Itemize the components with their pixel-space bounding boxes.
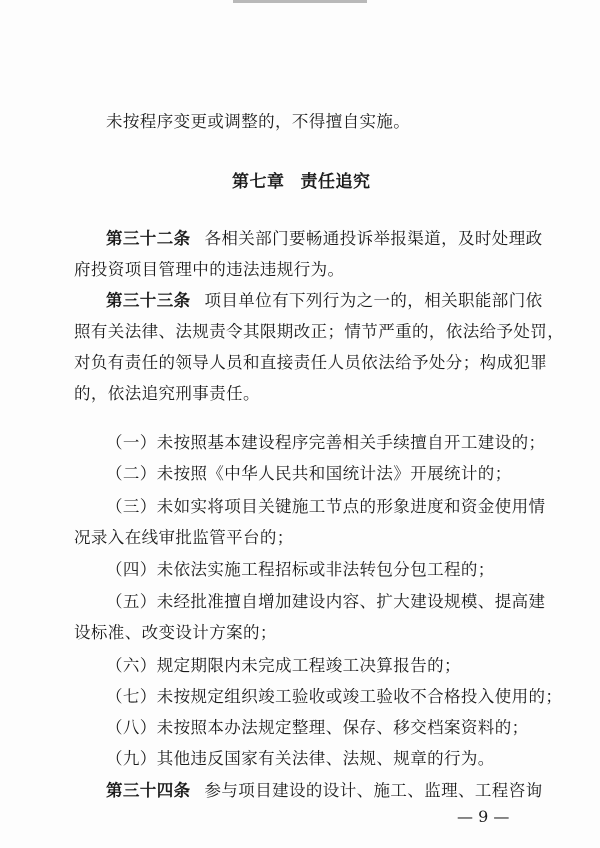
list-item: （四）未依法实施工程招标或非法转包分包工程的； [106,560,495,579]
list-item-continuation: 设标准、改变设计方案的； [74,623,277,642]
page-number: — 9 — [457,807,510,826]
article-33 [106,291,543,311]
text-line: 未按程序变更或调整的，不得擅自实施。 [106,112,411,131]
list-item: （五）未经批准擅自增加建设内容、扩大建设规模、提高建 [106,592,546,611]
chapter-title: 责任追究 [300,172,371,192]
list-item: （七）未按规定组织竣工验收或竣工验收不合格投入使用的； [106,687,563,706]
list-item: （八）未按照本办法规定整理、保存、移交档案资料的； [106,718,529,737]
article-text: 参与项目建设的设计、施工、监理、工程咨询 [204,781,543,800]
article-label: 第三十三条 [106,291,191,310]
text-line: 对负有责任的领导人员和直接责任人员依法给予处分；构成犯罪 [74,353,548,372]
chapter-number: 第七章 [232,172,285,192]
article-label: 第三十四条 [106,781,191,800]
article-34 [106,781,543,801]
list-item: （九）其他违反国家有关法律、法规、规章的行为。 [106,749,495,768]
list-item-continuation: 况录入在线审批监管平台的； [74,528,294,547]
text-line: 的，依法追究刑事责任。 [74,384,260,403]
text-line: 府投资项目管理中的违法违规行为。 [74,260,345,279]
scan-edge-mark [233,0,367,3]
list-item: （一）未按照基本建设程序完善相关手续擅自开工建设的； [106,433,546,452]
article-text: 项目单位有下列行为之一的，相关职能部门依 [204,291,543,310]
article-text: 各相关部门要畅通投诉举报渠道，及时处理政 [204,229,543,248]
list-item: （六）规定期限内未完成工程竣工决算报告的； [106,656,461,675]
article-32 [106,229,543,249]
article-label: 第三十二条 [106,229,191,248]
chapter-heading [232,172,371,192]
text-line: 照有关法律、法规责令其限期改正；情节严重的，依法给予处罚， [74,322,565,341]
list-item: （二）未按照《中华人民共和国统计法》开展统计的； [106,464,512,483]
list-item: （三）未如实将项目关键施工节点的形象进度和资金使用情 [106,497,546,516]
